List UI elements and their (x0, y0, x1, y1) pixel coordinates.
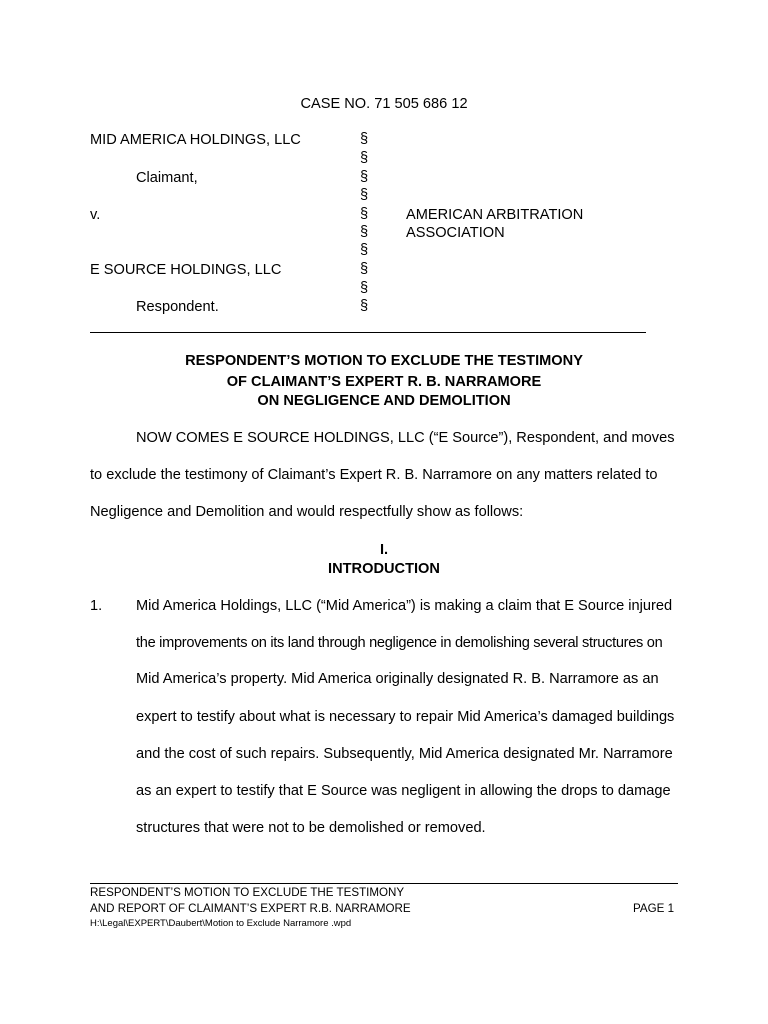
claimant-name: MID AMERICA HOLDINGS, LLC (90, 132, 301, 148)
paragraph-line: the improvements on its land through negligence in demolishing several structures on (136, 635, 663, 651)
section-mark: § (360, 224, 369, 240)
section-mark: § (360, 280, 369, 296)
footer-divider (90, 883, 678, 884)
section-mark: § (360, 242, 369, 258)
paragraph-number: 1. (90, 598, 103, 614)
paragraph-line: structures that were not to be demolished or removed. (136, 820, 486, 836)
section-mark: § (360, 298, 369, 314)
versus-label: v. (90, 207, 101, 223)
motion-title-line-2: OF CLAIMANT’S EXPERT R. B. NARRAMORE (226, 374, 542, 390)
section-mark: § (360, 150, 369, 166)
forum-line-1: AMERICAN ARBITRATION (406, 207, 584, 223)
forum-line-2: ASSOCIATION (406, 225, 505, 241)
footer-title-line-2: AND REPORT OF CLAIMANT’S EXPERT R.B. NARRAMORE (90, 902, 411, 915)
motion-title-line-1: RESPONDENT’S MOTION TO EXCLUDE THE TESTIMONY (185, 353, 583, 369)
section-heading: INTRODUCTION (328, 561, 440, 577)
section-mark: § (360, 206, 369, 222)
caption-divider (90, 332, 646, 333)
file-path: H:\Legal\EXPERT\Daubert\Motion to Exclude Narramore .wpd (90, 918, 352, 929)
section-mark: § (360, 131, 369, 147)
section-number: I. (379, 542, 389, 558)
claimant-role: Claimant, (136, 170, 198, 186)
section-mark: § (360, 261, 369, 277)
footer-title-line-1: RESPONDENT’S MOTION TO EXCLUDE THE TESTIMONY (90, 886, 405, 899)
paragraph-line: Mid America’s property. Mid America originally designated R. B. Narramore as an (136, 671, 659, 687)
motion-title-line-3: ON NEGLIGENCE AND DEMOLITION (257, 393, 511, 409)
section-mark: § (360, 187, 369, 203)
paragraph-line: and the cost of such repairs. Subsequently, Mid America designated Mr. Narramore (136, 746, 673, 762)
paragraph-line: as an expert to testify that E Source was negligent in allowing the drops to damage (136, 783, 671, 799)
paragraph-line: Mid America Holdings, LLC (“Mid America”) is making a claim that E Source injured (136, 598, 673, 614)
intro-line-2: to exclude the testimony of Claimant’s Expert R. B. Narramore on any matters related to (90, 467, 658, 483)
intro-line-1: NOW COMES E SOURCE HOLDINGS, LLC (“E Source”), Respondent, and moves (136, 430, 675, 446)
case-number: CASE NO. 71 505 686 12 (300, 96, 468, 112)
page-number: PAGE 1 (633, 902, 675, 915)
paragraph-line: expert to testify about what is necessary to repair Mid America’s damaged buildings (136, 709, 675, 725)
respondent-name: E SOURCE HOLDINGS, LLC (90, 262, 282, 278)
section-mark: § (360, 169, 369, 185)
intro-line-3: Negligence and Demolition and would respectfully show as follows: (90, 504, 524, 520)
respondent-role: Respondent. (136, 299, 219, 315)
